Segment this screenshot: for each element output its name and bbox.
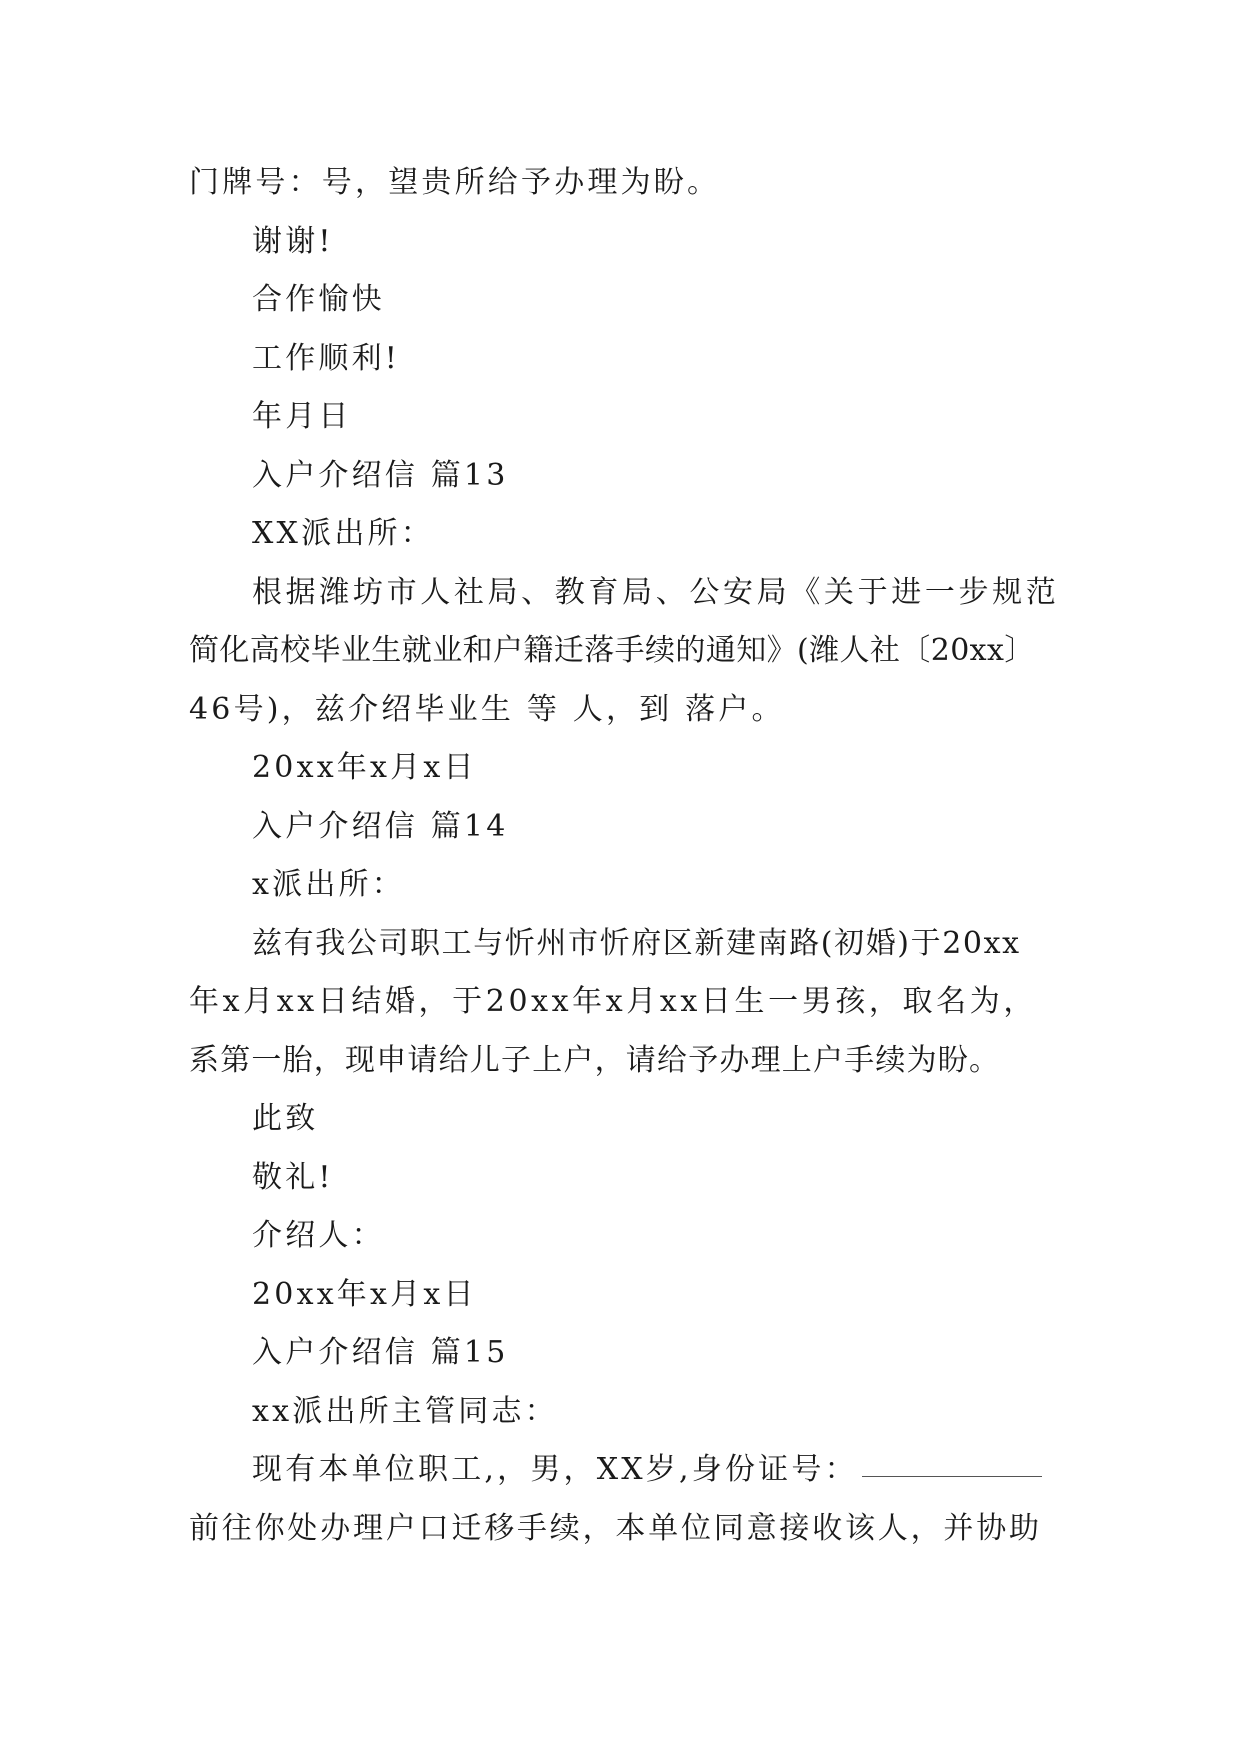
paragraph-line: 谢谢!: [252, 223, 334, 259]
closing-line: 敬礼!: [252, 1159, 334, 1195]
paragraph-text: 现有本单位职工,，男，XX岁,身份证号：: [252, 1452, 858, 1487]
date-line: 20xx年x月x日: [252, 750, 477, 785]
paragraph-line: 根据潍坊市人社局、教育局、公安局《关于进一步规范: [252, 574, 1059, 610]
paragraph-line: 前往你处办理户口迁移手续，本单位同意接收该人，并协助: [189, 1510, 1042, 1546]
signature-line: 介绍人：: [252, 1218, 385, 1253]
paragraph-line: 年x月xx日结婚，于20xx年x月xx日生一男孩，取名为，: [189, 984, 1037, 1019]
section-heading: 入户介绍信 篇14: [252, 808, 509, 844]
closing-line: 此致: [252, 1101, 319, 1136]
paragraph-line: 简化高校毕业生就业和户籍迁落手续的通知》(潍人社〔20xx〕: [189, 633, 1035, 668]
recipient-line: x派出所：: [252, 867, 405, 902]
date-line: 年月日: [252, 399, 352, 434]
paragraph-line: 46号)，兹介绍毕业生 等 人，到 落户。: [189, 691, 785, 727]
blank-underline: [862, 1475, 1042, 1477]
recipient-line: xx派出所主管同志：: [252, 1393, 558, 1429]
section-heading: 入户介绍信 篇13: [252, 457, 509, 493]
recipient-line: XX派出所：: [252, 516, 434, 551]
section-heading: 入户介绍信 篇15: [252, 1335, 509, 1370]
paragraph-line: 门牌号：号，望贵所给予办理为盼。: [189, 165, 721, 200]
paragraph-line: [189, 1441, 1059, 1500]
document-body: [189, 154, 1059, 1558]
paragraph-line: 兹有我公司职工与忻州市忻府区新建南路(初婚)于20xx: [252, 925, 1021, 961]
paragraph-line: 合作愉快: [252, 282, 385, 317]
date-line: 20xx年x月x日: [252, 1276, 477, 1312]
paragraph-line: 工作顺利!: [252, 340, 401, 376]
paragraph-line: 系第一胎，现申请给儿子上户，请给予办理上户手续为盼。: [189, 1042, 1001, 1078]
